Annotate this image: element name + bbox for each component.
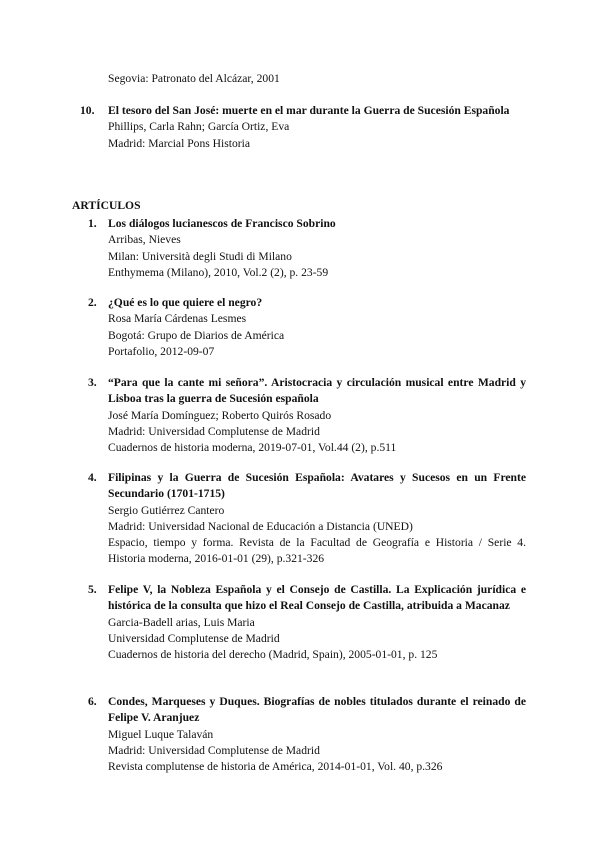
book-entry-10 [80, 103, 526, 152]
entry-source: Revista complutense de historia de América, 2014-01-01, Vol. 40, p.326 [108, 760, 443, 774]
article-entry-5 [88, 582, 526, 663]
entry-publisher: Madrid: Universidad Nacional de Educación a Distancia (UNED) [108, 519, 413, 533]
entry-source: Cuadernos de historia moderna, 2019-07-01, Vol.44 (2), p.511 [108, 441, 397, 455]
entry-source: Cuadernos de historia del derecho (Madrid, Spain), 2005-01-01, p. 125 [108, 648, 438, 662]
entry-title: “Para que la cante mi señora”. Aristocracia y circulación musical entre Madrid y Lisboa tras la guerra de Sucesión española [108, 376, 526, 406]
entry-source: Portafolio, 2012-09-07 [108, 344, 215, 358]
entry-authors: Rosa María Cárdenas Lesmes [108, 312, 247, 326]
continuation-publisher: Segovia: Patronato del Alcázar, 2001 [108, 72, 280, 85]
entry-number: 3. [88, 376, 97, 389]
entry-publisher: Madrid: Universidad Complutense de Madrid [108, 424, 320, 438]
entry-number: 4. [88, 471, 97, 484]
entry-publisher: Universidad Complutense de Madrid [108, 631, 280, 645]
entry-authors: Phillips, Carla Rahn; García Ortiz, Eva [108, 120, 290, 134]
entry-title: Filipinas y la Guerra de Sucesión Española: Avatares y Sucesos en un Frente Secundario (1701-1715) [108, 471, 526, 501]
entry-publisher: Bogotá: Grupo de Diarios de América [108, 328, 285, 342]
entry-authors: José María Domínguez; Roberto Quirós Rosado [108, 408, 332, 422]
entry-authors: Arribas, Nieves [108, 233, 181, 247]
entry-publisher: Madrid: Universidad Complutense de Madrid [108, 743, 320, 757]
entry-authors: Miguel Luque Talaván [108, 727, 214, 741]
entry-source: Enthymema (Milano), 2010, Vol.2 (2), p. 23-59 [108, 265, 329, 279]
section-heading-articles: ARTÍCULOS [72, 199, 141, 212]
article-entry-1 [88, 216, 526, 281]
article-entry-3 [88, 375, 526, 456]
entry-number: 1. [88, 217, 97, 230]
entry-title: ¿Qué es lo que quiere el negro? [108, 296, 263, 309]
entry-title: Los diálogos lucianescos de Francisco Sobrino [108, 217, 336, 230]
entry-title: Felipe V, la Nobleza Española y el Consejo de Castilla. La Explicación jurídica e histórica de la consulta que hizo el Real Consejo de Castilla, atribuida a Macanaz [108, 583, 526, 613]
entry-publisher: Milan: Università degli Studi di Milano [108, 249, 292, 263]
entry-authors: Sergio Gutiérrez Cantero [108, 503, 225, 517]
entry-title: El tesoro del San José: muerte en el mar durante la Guerra de Sucesión Española [108, 104, 510, 117]
entry-number: 10. [80, 104, 95, 117]
entry-number: 5. [88, 583, 97, 596]
entry-publisher: Madrid: Marcial Pons Historia [108, 136, 251, 150]
entry-source: Espacio, tiempo y forma. Revista de la Facultad de Geografía e Historia / Serie 4. Historia moderna, 2016-01-01 (29), p.321-326 [108, 536, 526, 566]
article-entry-2 [88, 295, 526, 360]
entry-number: 2. [88, 296, 97, 309]
entry-authors: Garcia-Badell arias, Luis Maria [108, 615, 255, 629]
article-entry-6 [88, 694, 526, 775]
article-entry-4 [88, 470, 526, 568]
entry-title: Condes, Marqueses y Duques. Biografías de nobles titulados durante el reinado de Felipe V. Aranjuez [108, 695, 526, 725]
entry-number: 6. [88, 695, 97, 708]
